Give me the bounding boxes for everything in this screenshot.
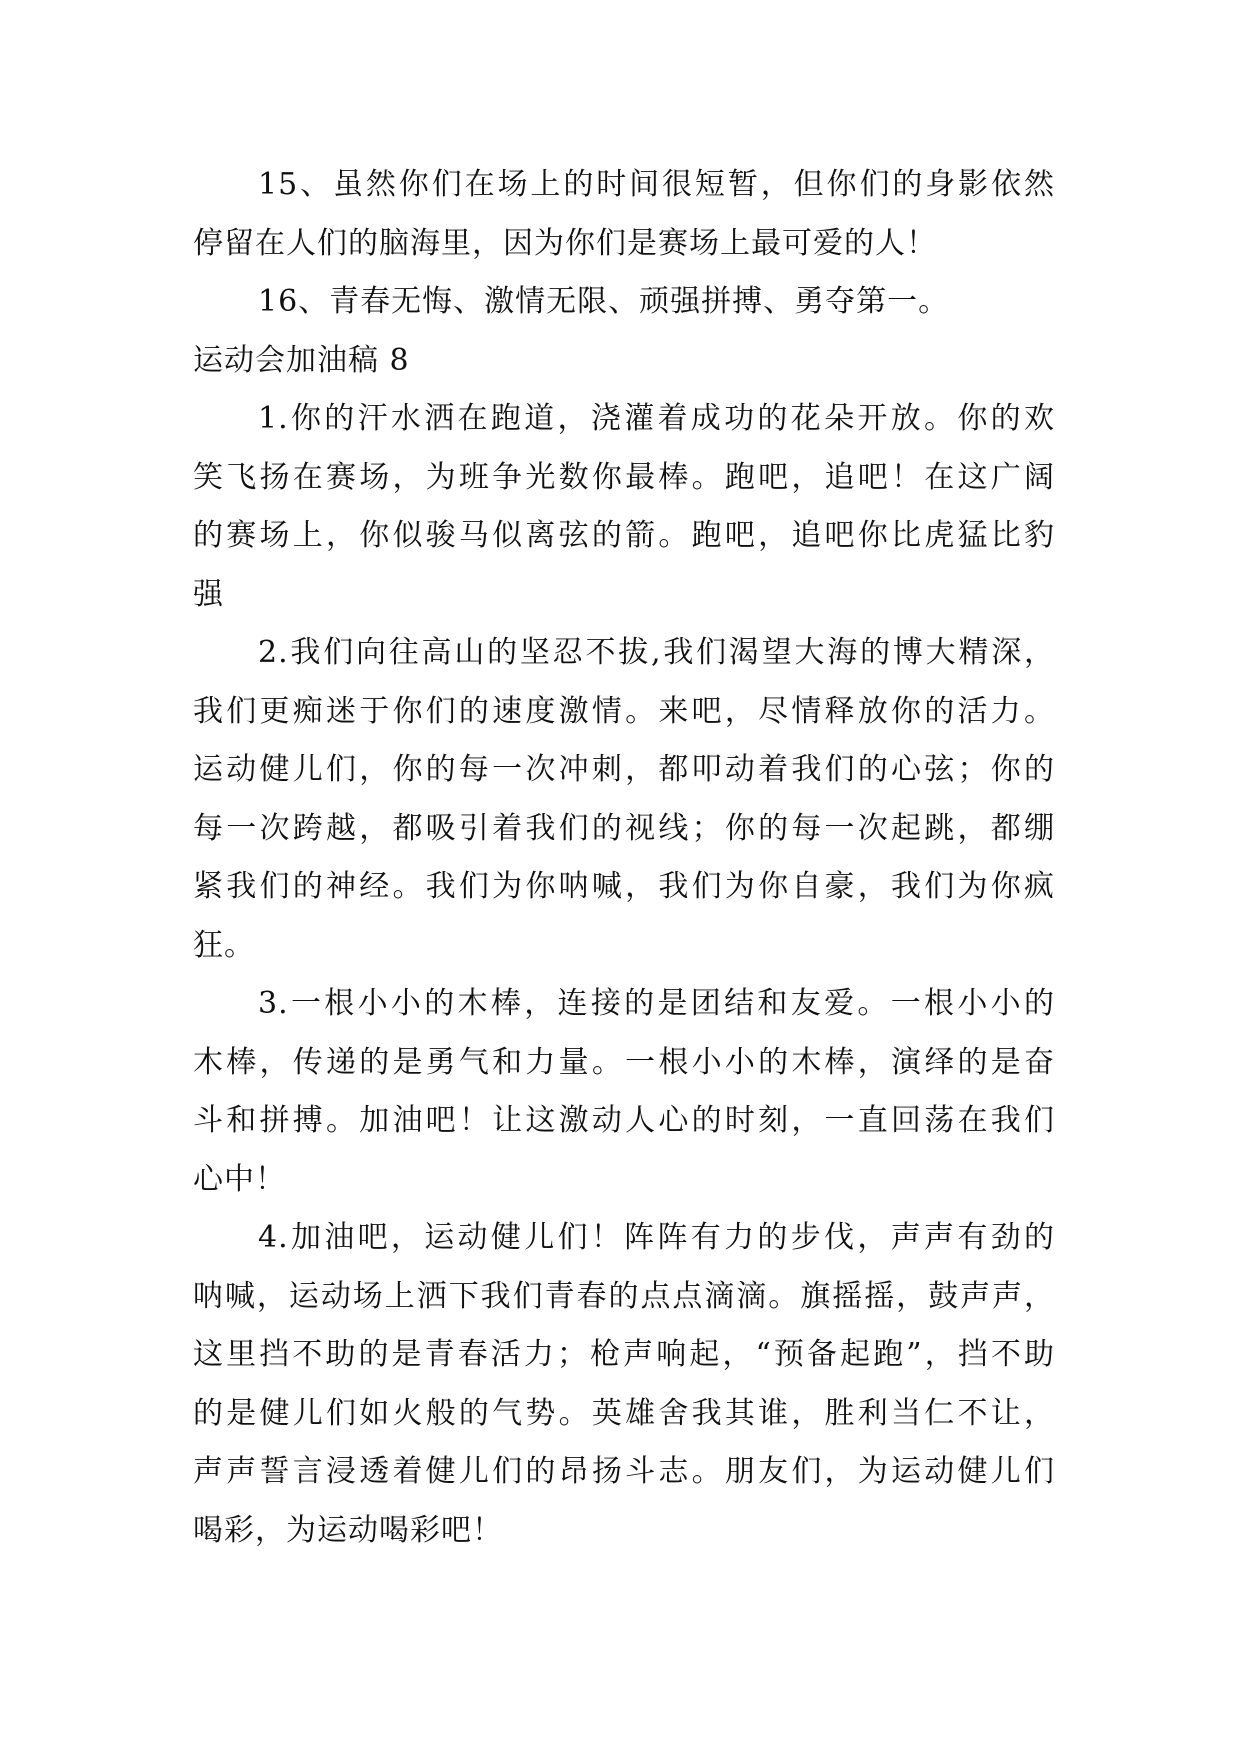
paragraph-item-15 — [193, 156, 1055, 273]
text-line: 每一次跨越，都吸引着我们的视线；你的每一次起跳，都绷 — [193, 810, 1055, 846]
section-heading — [193, 332, 1055, 391]
text-line: 木棒，传递的是勇气和力量。一根小小的木棒，演绎的是奋 — [193, 1044, 1055, 1080]
text-line: 笑飞扬在赛场，为班争光数你最棒。跑吧，追吧！在这广阔 — [193, 459, 1055, 495]
paragraph-item-1 — [193, 390, 1055, 624]
text-line: 狂。 — [193, 927, 255, 963]
text-line: 喝彩，为运动喝彩吧！ — [193, 1512, 503, 1548]
paragraph-item-3 — [193, 975, 1055, 1209]
text-line: 强 — [193, 576, 224, 612]
paragraph-item-2 — [193, 624, 1055, 975]
text-line: 4.加油吧，运动健儿们！阵阵有力的步伐，声声有劲的 — [258, 1220, 1055, 1255]
text-line: 心中！ — [193, 1161, 286, 1197]
text-line: 3.一根小小的木棒，连接的是团结和友爱。一根小小的 — [258, 986, 1055, 1021]
document-body — [193, 156, 1055, 1560]
text-line: 1.你的汗水洒在跑道，浇灌着成功的花朵开放。你的欢 — [258, 401, 1055, 436]
text-line: 2.我们向往高山的坚忍不拔,我们渴望大海的博大精深， — [258, 635, 1055, 670]
text-line: 停留在人们的脑海里，因为你们是赛场上最可爱的人！ — [193, 225, 937, 261]
text-line: 15、虽然你们在场上的时间很短暂，但你们的身影依然 — [258, 167, 1055, 202]
text-line: 16、青春无悔、激情无限、顽强拼搏、勇夺第一。 — [258, 284, 950, 319]
text-line: 我们更痴迷于你们的速度激情。来吧，尽情释放你的活力。 — [193, 693, 1055, 729]
text-line: 呐喊，运动场上洒下我们青春的点点滴滴。旗摇摇，鼓声声， — [193, 1278, 1055, 1314]
text-line: 斗和拼搏。加油吧！让这激动人心的时刻，一直回荡在我们 — [193, 1103, 1055, 1138]
text-line: 声声誓言浸透着健儿们的昂扬斗志。朋友们，为运动健儿们 — [193, 1454, 1055, 1489]
text-line: 这里挡不助的是青春活力；枪声响起，“预备起跑”，挡不助 — [193, 1337, 1055, 1372]
text-line: 紧我们的神经。我们为你呐喊，我们为你自豪，我们为你疯 — [193, 869, 1055, 904]
section-heading-text: 运动会加油稿 8 — [193, 342, 410, 378]
text-line: 的是健儿们如火般的气势。英雄舍我其谁，胜利当仁不让， — [193, 1395, 1055, 1431]
paragraph-item-16 — [193, 273, 1055, 332]
paragraph-item-4 — [193, 1209, 1055, 1560]
text-line: 运动健儿们，你的每一次冲刺，都叩动着我们的心弦；你的 — [193, 752, 1055, 787]
text-line: 的赛场上，你似骏马似离弦的箭。跑吧，追吧你比虎猛比豹 — [193, 518, 1055, 553]
